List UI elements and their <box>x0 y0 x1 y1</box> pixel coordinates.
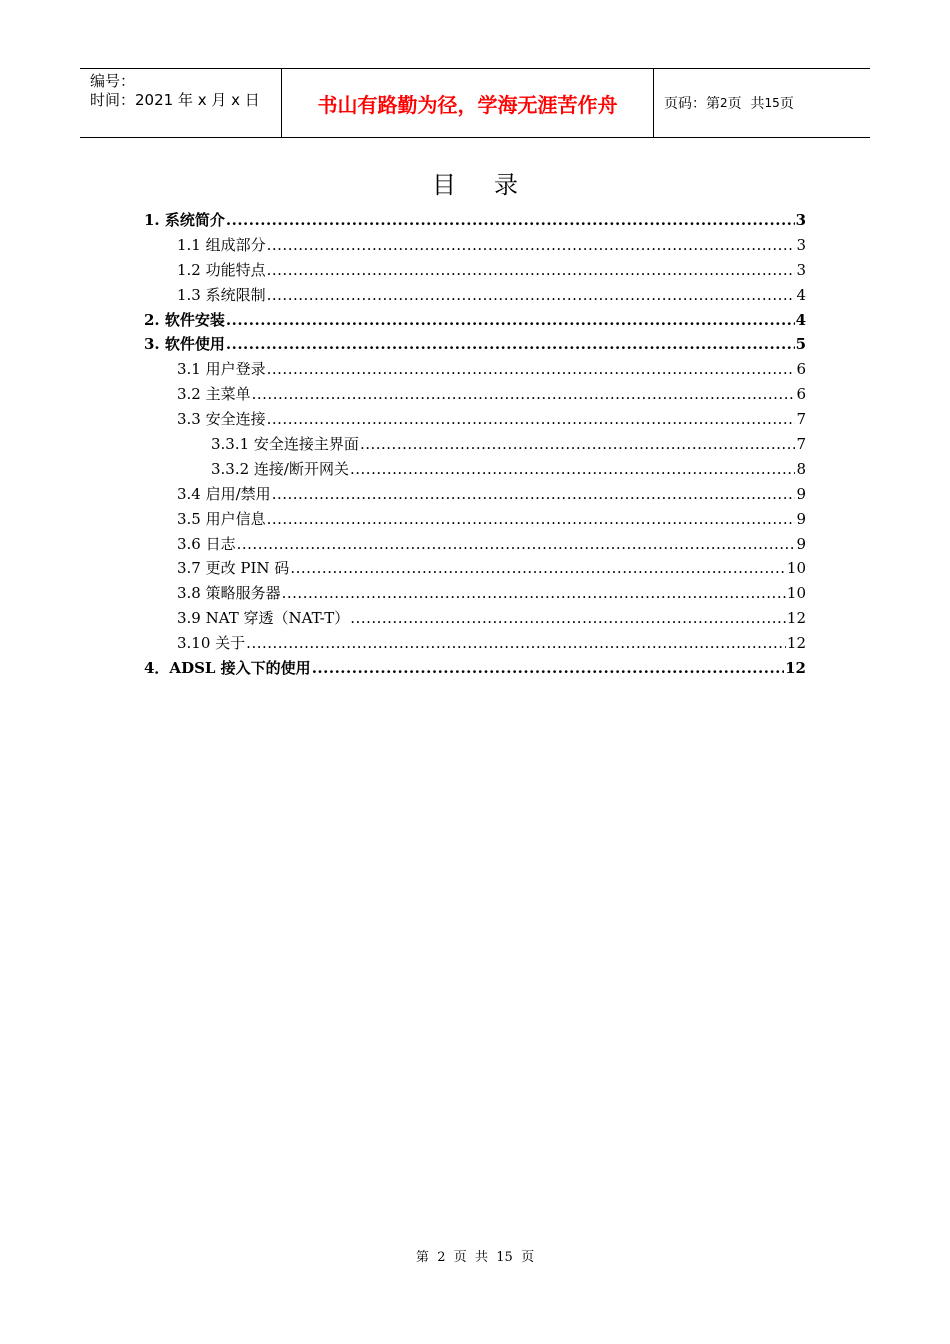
toc-entry-page: 8 <box>796 459 806 478</box>
header-page-number: 2 <box>720 96 728 110</box>
toc-entry-text: 1. 系统简介 <box>144 211 225 229</box>
toc-entry-text: 1.2 功能特点 <box>177 260 266 279</box>
document-date: 时间：2021 年 x 月 x 日 <box>90 91 260 109</box>
toc-entry-page: 12 <box>786 634 806 653</box>
toc-entry[interactable] <box>144 507 806 532</box>
toc-entry[interactable] <box>144 532 806 557</box>
toc-entry[interactable] <box>144 258 806 283</box>
footer-page-total: 15 <box>496 1250 513 1265</box>
page-footer <box>0 1246 950 1265</box>
toc-leader <box>282 581 786 606</box>
toc-entry-text: 4．ADSL 接入下的使用 <box>144 659 311 678</box>
toc-entry-page: 3 <box>796 235 806 254</box>
toc-leader <box>237 532 796 557</box>
toc-entry-text: 3.9 NAT 穿透（NAT-T） <box>177 609 350 628</box>
toc-entry[interactable] <box>144 283 806 308</box>
footer-prefix: 第 <box>415 1250 429 1265</box>
header-page-mid: 页 共 <box>727 96 765 112</box>
footer-page-number: 2 <box>437 1250 446 1265</box>
toc-entry-text: 2. 软件安装 <box>144 310 225 329</box>
toc-entry-text: 3.3.2 连接/断开网关 <box>211 459 349 478</box>
toc-leader <box>252 382 796 407</box>
toc-entry-page: 3 <box>795 211 806 229</box>
toc-leader <box>267 283 796 308</box>
toc-entry-page: 10 <box>786 584 806 603</box>
toc-entry-text: 1.3 系统限制 <box>177 285 266 304</box>
toc-entry-text: 3. 软件使用 <box>144 335 225 354</box>
toc-entry-page: 9 <box>796 484 806 503</box>
table-of-contents <box>144 208 806 681</box>
toc-entry-text: 3.7 更改 PIN 码 <box>177 559 290 578</box>
toc-leader <box>226 208 795 233</box>
toc-entry-page: 7 <box>796 410 806 429</box>
toc-entry[interactable] <box>144 606 806 631</box>
toc-entry[interactable] <box>144 656 806 681</box>
toc-entry-page: 9 <box>796 509 806 528</box>
toc-leader <box>267 258 796 283</box>
toc-entry-text: 3.2 主菜单 <box>177 385 251 404</box>
toc-entry[interactable] <box>144 432 806 457</box>
header-meta <box>80 69 281 137</box>
toc-entry-text: 3.3 安全连接 <box>177 410 266 429</box>
toc-entry-text: 3.4 启用/禁用 <box>177 484 271 503</box>
header-page-total: 15 <box>764 96 780 110</box>
toc-entry-page: 6 <box>796 360 806 379</box>
header-page-info <box>654 69 870 137</box>
toc-leader <box>246 631 786 656</box>
toc-entry-page: 4 <box>795 310 806 329</box>
toc-leader <box>290 556 786 581</box>
toc-leader <box>350 457 795 482</box>
footer-suffix: 页 <box>521 1250 535 1265</box>
toc-entry-page: 10 <box>786 559 806 578</box>
document-number-label: 编号： <box>90 72 136 90</box>
toc-entry[interactable] <box>144 208 806 233</box>
toc-entry[interactable] <box>144 382 806 407</box>
toc-entry-page: 7 <box>796 435 806 454</box>
toc-entry[interactable] <box>144 357 806 382</box>
toc-entry-page: 9 <box>796 534 806 553</box>
toc-entry[interactable] <box>144 482 806 507</box>
toc-leader <box>267 407 796 432</box>
toc-entry-text: 3.10 关于 <box>177 634 246 653</box>
toc-entry-page: 4 <box>796 285 806 304</box>
toc-leader <box>267 233 796 258</box>
header-page-prefix: 页码：第 <box>664 96 720 112</box>
header-page-suffix: 页 <box>779 96 794 112</box>
toc-entry-text: 1.1 组成部分 <box>177 235 266 254</box>
toc-entry-text: 3.5 用户信息 <box>177 509 266 528</box>
toc-entry-text: 3.8 策略服务器 <box>177 584 281 603</box>
toc-entry[interactable] <box>144 407 806 432</box>
toc-entry[interactable] <box>144 308 806 333</box>
toc-entry-page: 12 <box>785 659 806 678</box>
toc-entry[interactable] <box>144 457 806 482</box>
footer-mid: 页 共 <box>453 1250 488 1265</box>
toc-title: 目录 <box>432 171 556 199</box>
toc-entry-page: 12 <box>786 609 806 628</box>
toc-leader <box>226 308 795 333</box>
toc-entry[interactable] <box>144 556 806 581</box>
toc-leader <box>312 656 784 681</box>
toc-leader <box>226 332 795 357</box>
toc-leader <box>360 432 796 457</box>
toc-leader <box>267 357 796 382</box>
toc-entry-text: 3.1 用户登录 <box>177 360 266 379</box>
toc-entry-page: 5 <box>795 335 806 354</box>
toc-leader <box>267 507 796 532</box>
toc-entry[interactable] <box>144 631 806 656</box>
toc-entry-page: 3 <box>796 260 806 279</box>
toc-entry-text: 3.3.1 安全连接主界面 <box>211 435 359 454</box>
header-motto: 书山有路勤为径，学海无涯苦作舟 <box>281 69 654 137</box>
toc-entry[interactable] <box>144 233 806 258</box>
toc-leader <box>350 606 786 631</box>
toc-entry[interactable] <box>144 581 806 606</box>
toc-entry-page: 6 <box>796 385 806 404</box>
toc-leader <box>272 482 796 507</box>
toc-entry[interactable] <box>144 332 806 357</box>
page-header <box>80 68 870 138</box>
toc-entry-text: 3.6 日志 <box>177 534 236 553</box>
